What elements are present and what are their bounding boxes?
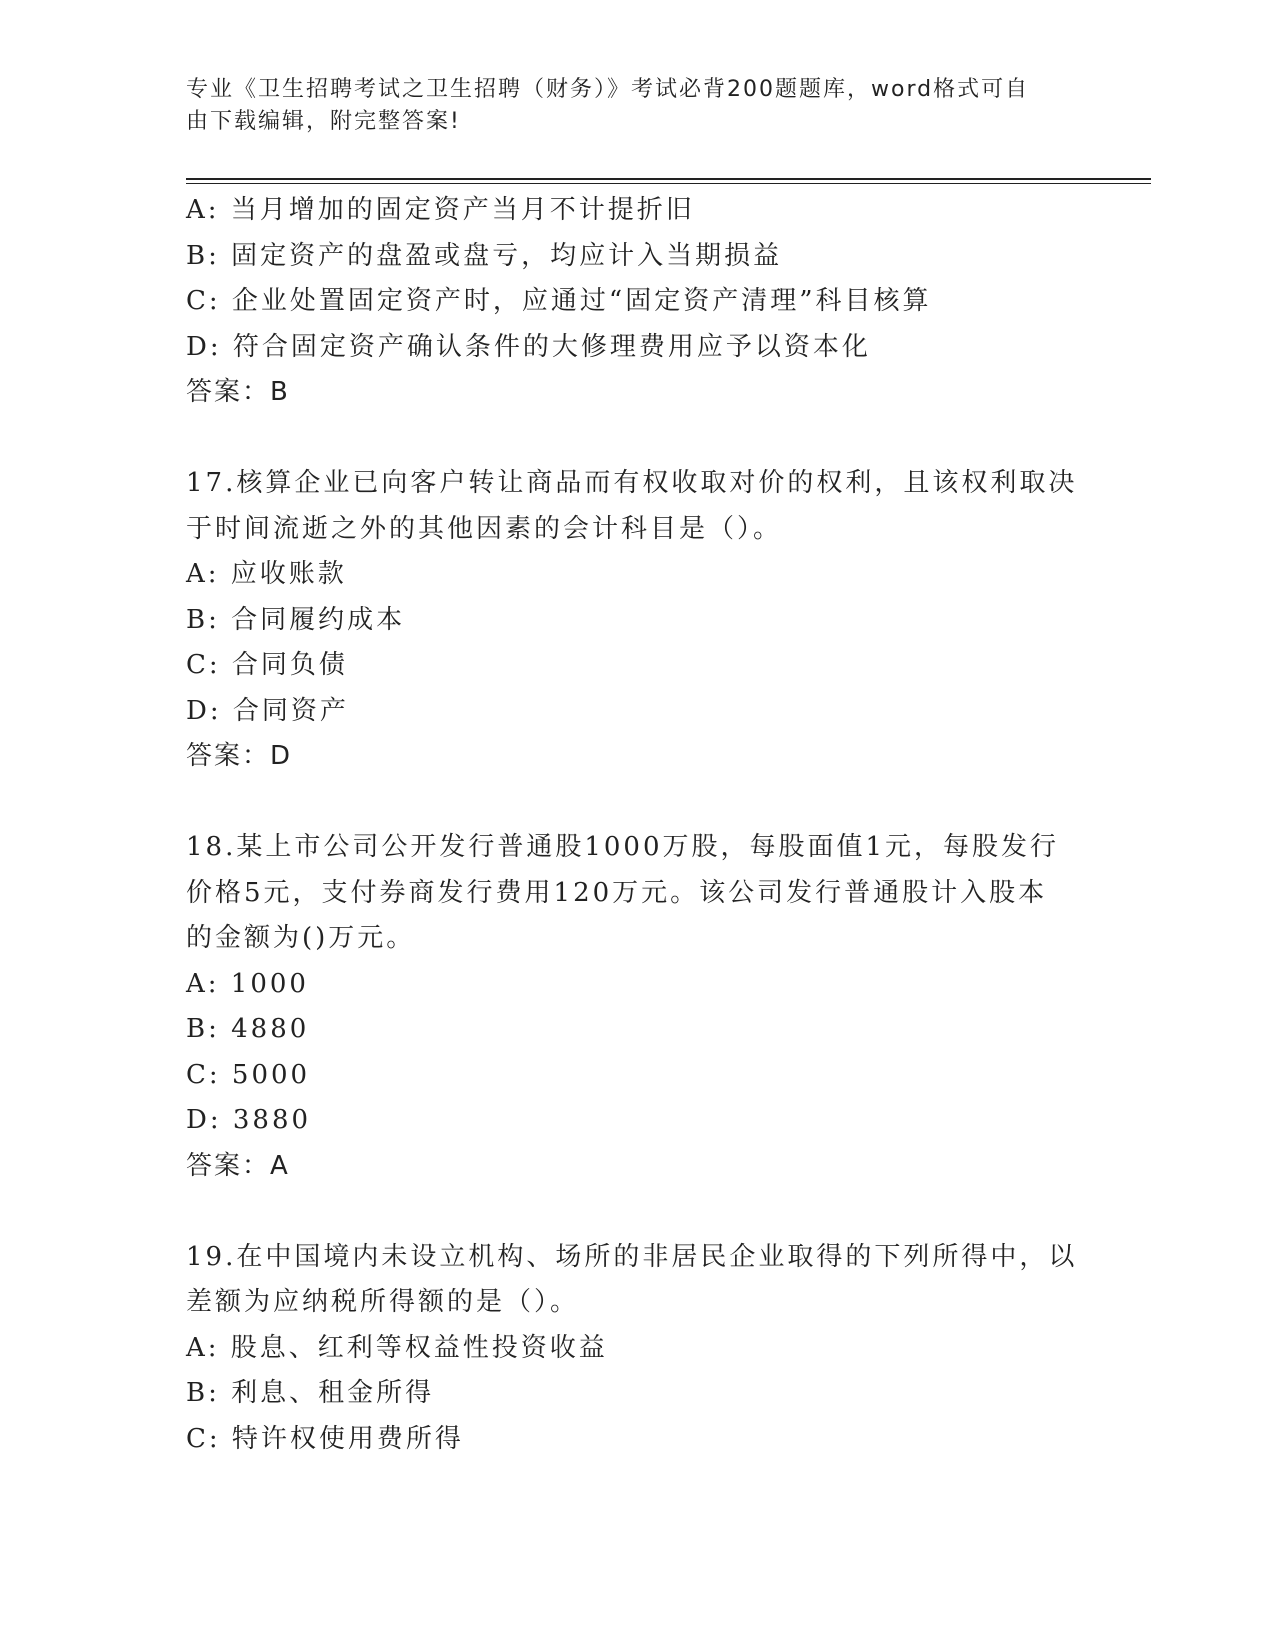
header-divider-thick <box>186 178 1151 180</box>
option-d: D: 3880 <box>186 1105 312 1135</box>
option-b: B: 合同履约成本 <box>186 604 406 635</box>
question-text-line-1: 18.某上市公司公开发行普通股1000万股，每股面值1元，每股发行 <box>186 832 1060 862</box>
answer-line: 答案：D <box>186 741 293 771</box>
option-c: C: 合同负债 <box>186 650 348 680</box>
spacer <box>186 416 1086 462</box>
option-c: C: 5000 <box>186 1059 311 1090</box>
header-line-2: 由下载编辑，附完整答案! <box>186 109 461 134</box>
option-d: D: 合同资产 <box>186 695 349 726</box>
spacer <box>186 780 1086 826</box>
option-b: B: 利息、租金所得 <box>186 1378 435 1408</box>
option-a: A: 股息、红利等权益性投资收益 <box>186 1332 608 1363</box>
spacer <box>186 1189 1086 1235</box>
document-header <box>186 74 1066 138</box>
question-text-line-3: 的金额为()万元。 <box>186 923 416 953</box>
question-16 <box>186 188 1086 416</box>
question-17 <box>186 461 1086 780</box>
option-d: D: 符合固定资产确认条件的大修理费用应予以资本化 <box>186 331 871 362</box>
option-b: B: 固定资产的盘盈或盘亏，均应计入当期损益 <box>186 240 783 271</box>
header-divider-thin <box>186 183 1151 184</box>
question-text-line-1: 19.在中国境内未设立机构、场所的非居民企业取得的下列所得中，以 <box>186 1241 1078 1272</box>
question-19 <box>186 1235 1086 1463</box>
question-text-line-2: 价格5元，支付券商发行费用120万元。该公司发行普通股计入股本 <box>186 877 1048 908</box>
header-line-1: 专业《卫生招聘考试之卫生招聘（财务）》考试必背200题题库，word格式可自 <box>186 77 1030 102</box>
question-list <box>186 188 1086 1462</box>
answer-line: 答案：A <box>186 1150 290 1181</box>
answer-line: 答案：B <box>186 377 290 407</box>
option-a: A: 1000 <box>186 968 309 999</box>
question-text-line-2: 差额为应纳税所得额的是（）。 <box>186 1287 580 1317</box>
question-text-line-1: 17.核算企业已向客户转让商品而有权收取对价的权利，且该权利取决 <box>186 468 1078 498</box>
option-a: A: 应收账款 <box>186 559 347 589</box>
question-18 <box>186 825 1086 1189</box>
option-a: A: 当月增加的固定资产当月不计提折旧 <box>186 195 695 225</box>
option-b: B: 4880 <box>186 1014 310 1044</box>
option-c: C: 企业处置固定资产时，应通过“固定资产清理”科目核算 <box>186 286 932 316</box>
question-text-line-2: 于时间流逝之外的其他因素的会计科目是（）。 <box>186 513 783 544</box>
option-c: C: 特许权使用费所得 <box>186 1423 464 1454</box>
